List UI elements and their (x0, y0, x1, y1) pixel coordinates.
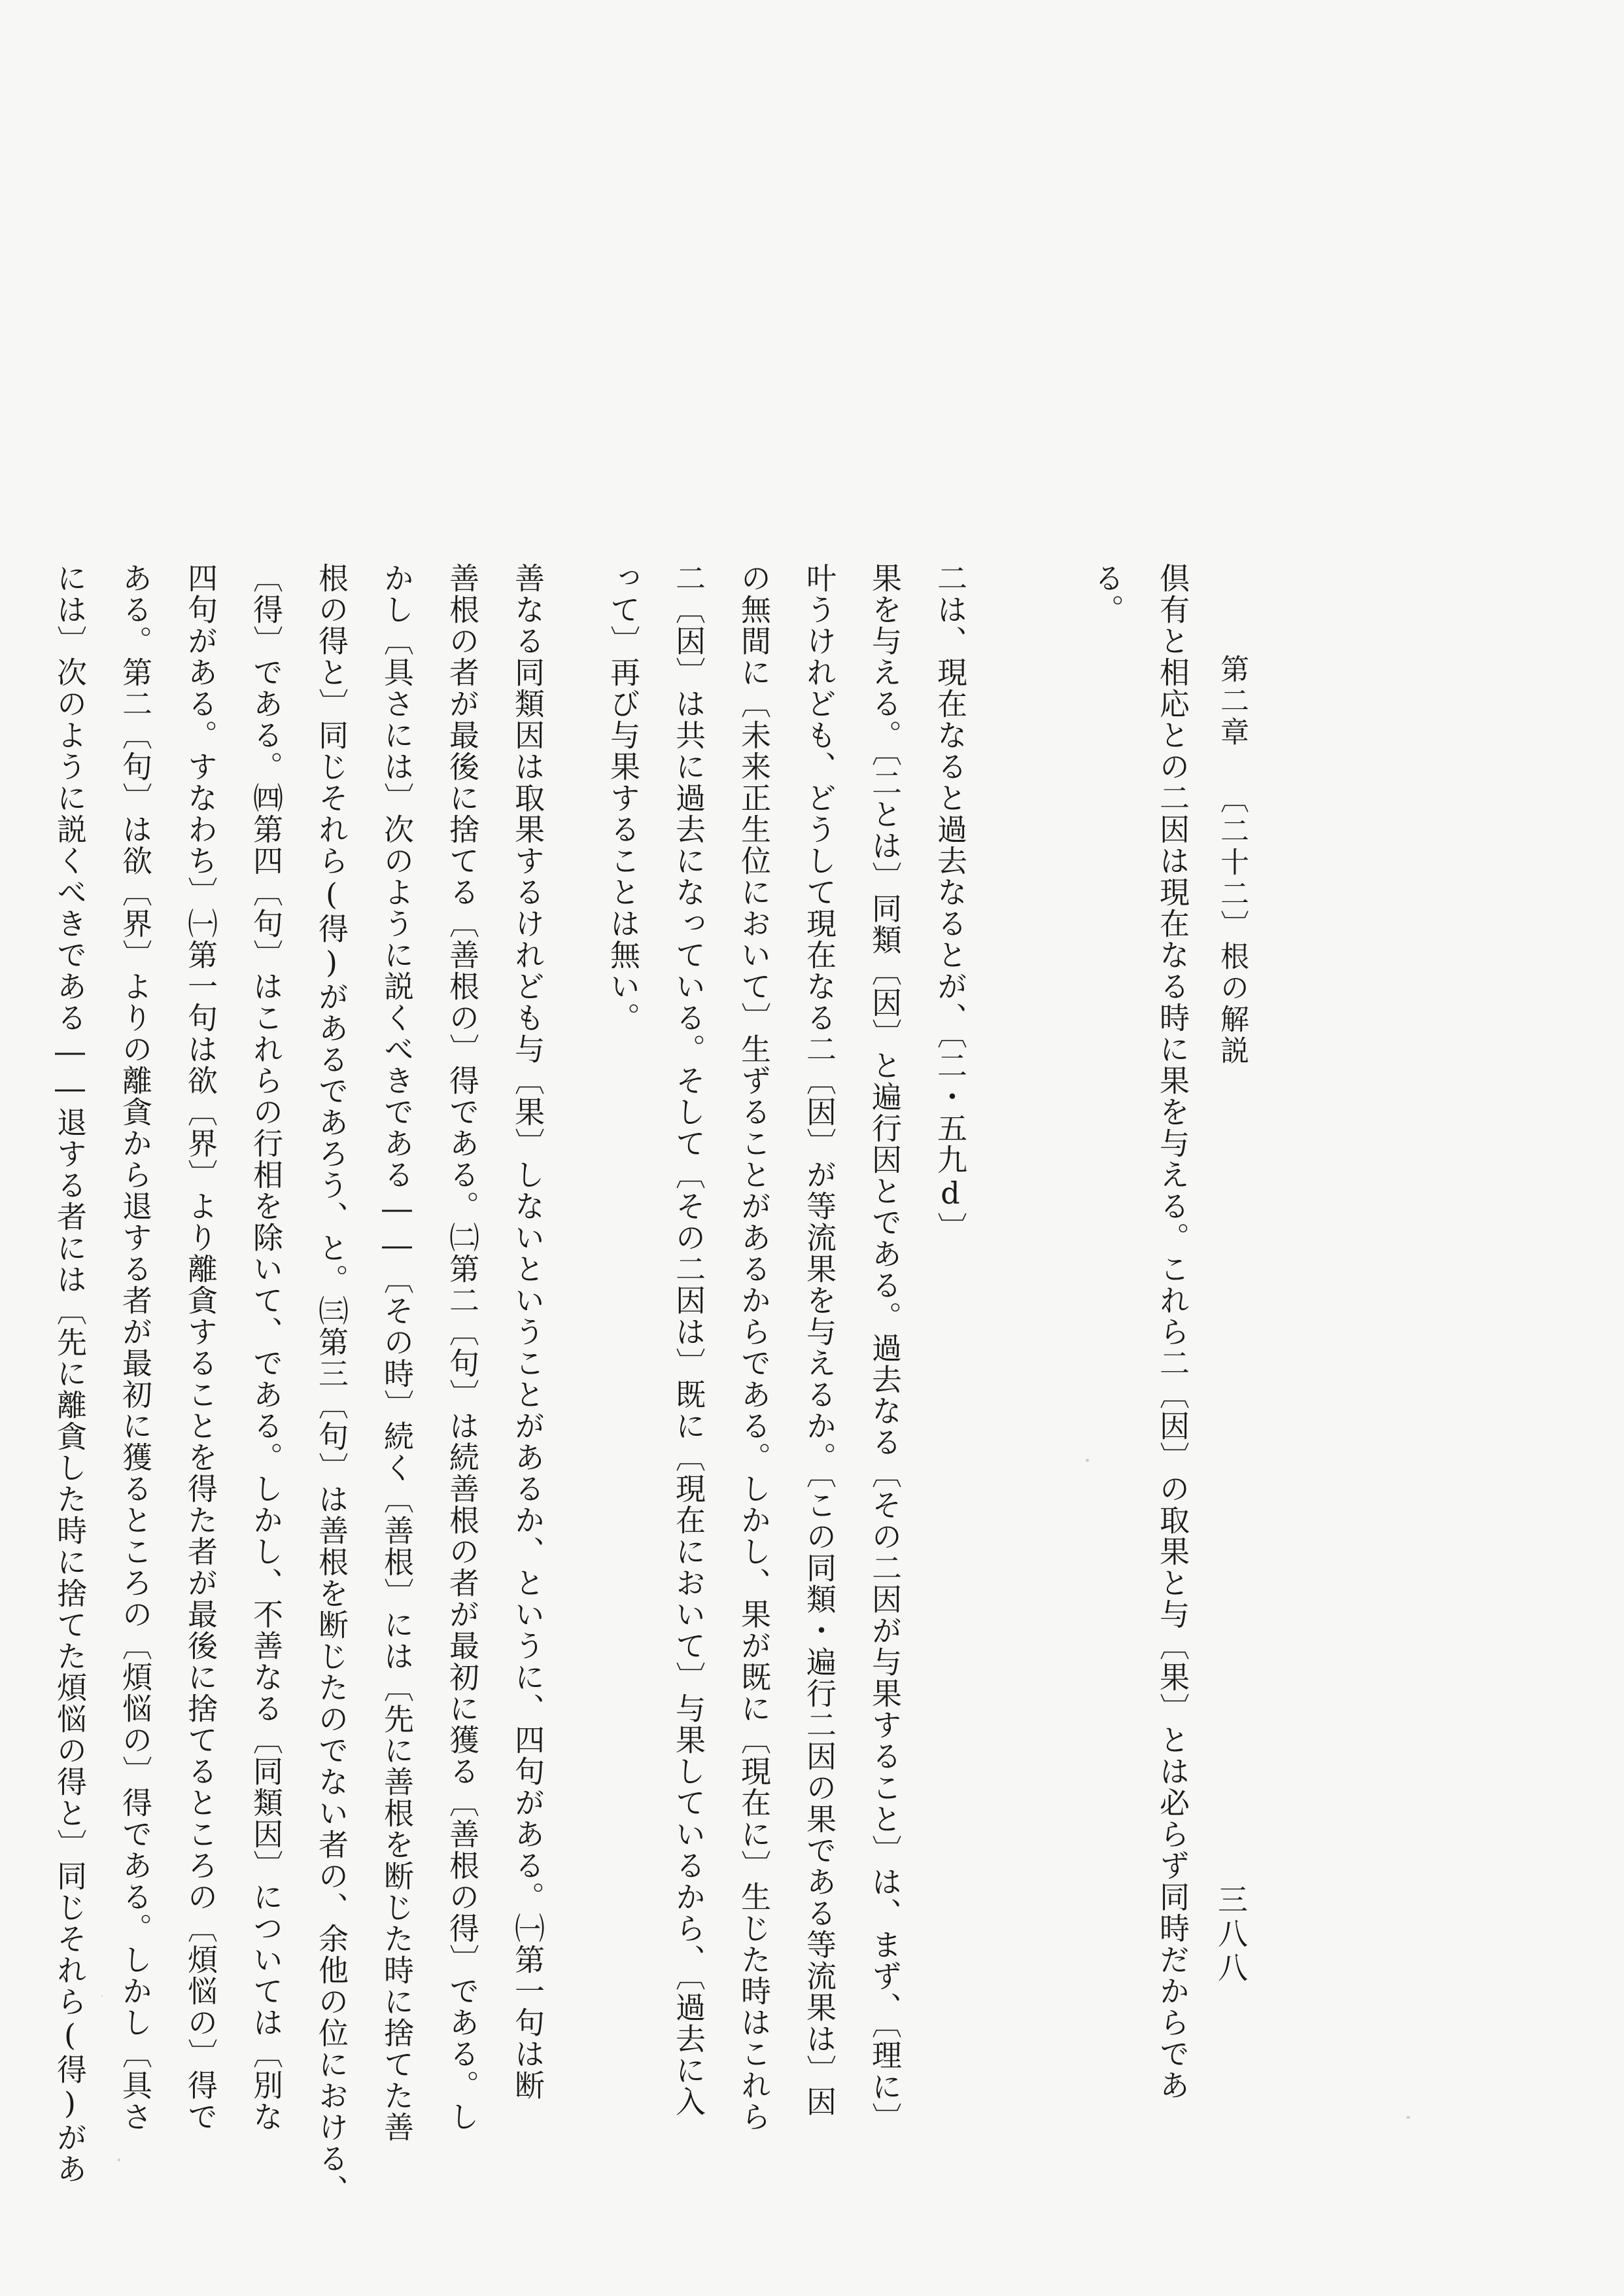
text-line: 二〔因〕は共に過去になっている。そして〔その二因は〕既に〔現在において〕与果しているから、〔過去に入 (671, 563, 706, 2117)
text-line: 叶うけれども、どうして現在なる二〔因〕が等流果を与えるか。〔この同類・遍行二因の果である等流果は〕因 (802, 563, 837, 2117)
text-line: 果を与える。〔二とは〕同類〔因〕と遍行因とである。過去なる〔その二因が与果すること〕は、まず、〔理に〕 (867, 563, 903, 2134)
text-line: ある。第二〔句〕は欲〔界〕よりの離貪から退する者が最初に獲るところの〔煩悩の〕得である。しかし〔具さ (118, 563, 153, 2132)
scan-speck (1406, 2116, 1410, 2119)
text-line: かし〔具さには〕次のように説くべきである――〔その時〕続く〔善根〕には〔先に善根を断じた時に捨てた善 (379, 563, 415, 2143)
text-line: 倶有と相応との二因は現在なる時に果を与える。これら二〔因〕の取果と与〔果〕とは必らず同時だからであ (1155, 563, 1190, 2101)
text-line: 善なる同類因は取果するけれども与〔果〕しないということがあるか、というに、四句がある。㈠第一句は断 (510, 563, 545, 2101)
text-line: 根の得と〕同じそれら(得)があるであろう、と。㈢第三〔句〕は善根を断じたのでない者の、余他の位における、 (314, 563, 349, 2206)
text-line: って〕再び与果することは無い。 (606, 563, 641, 1034)
text-line: る。 (1090, 563, 1125, 625)
body-text (37, 563, 1205, 2206)
text-line: 四句がある。すなわち〕㈠第一句は欲〔界〕より離貪することを得た者が最後に捨てるところの〔煩悩の〕得で (183, 563, 218, 2132)
page-number: 三八八 (1213, 1884, 1249, 1986)
verse-line: 二は、現在なると過去なるとが、〔二・五九d〕 (933, 563, 968, 1244)
text-line: 善根の者が最後に捨てる〔善根の〕得である。㈡第二〔句〕は続善根の者が最初に獲る〔善根の得〕である。し (445, 563, 480, 2132)
running-header-chapter: 第二章 〔二十二〕根の解説 (1215, 654, 1249, 1067)
scan-speck (118, 2159, 120, 2161)
text-line: には〕次のように説くべきである――退する者には〔先に離貪した時に捨てた煩悩の得と〕同じそれら(得)があ (52, 563, 88, 2185)
text-line: の無間に〔未来正生位において〕生ずることがあるからである。しかし、果が既に〔現在に〕生じた時はこれら (736, 563, 772, 2132)
text-line: 〔得〕である。㈣第四〔句〕はこれらの行相を除いて、である。しかし、不善なる〔同類因〕については〔別な (249, 563, 284, 2132)
